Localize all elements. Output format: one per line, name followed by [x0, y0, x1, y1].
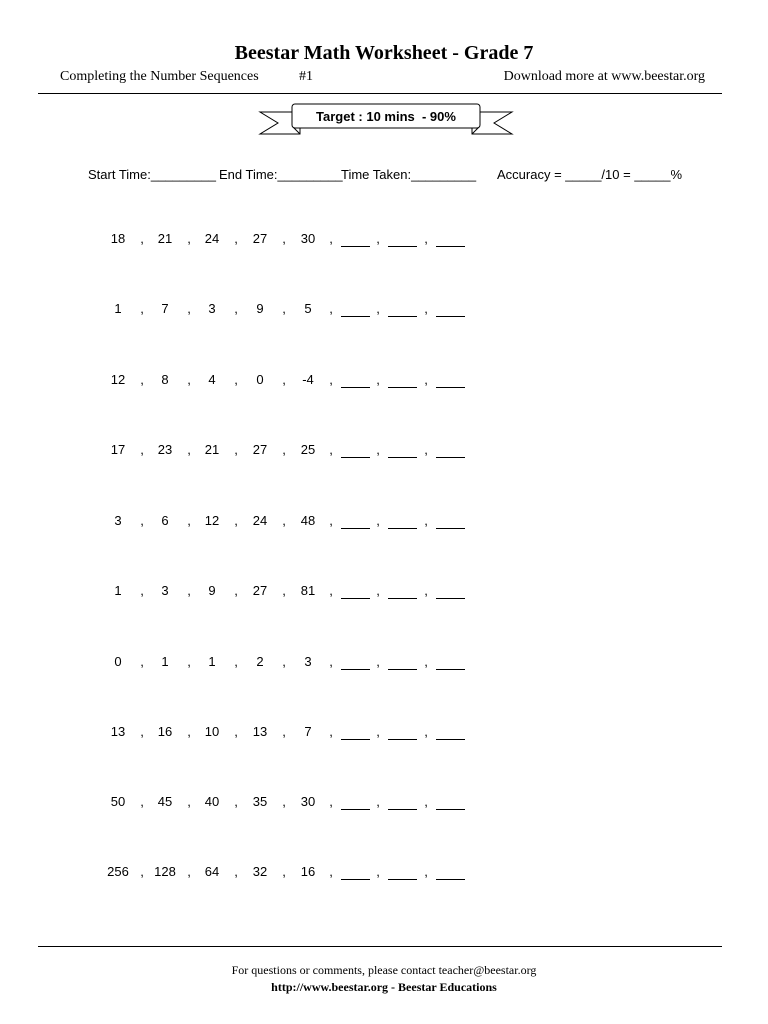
comma-separator: ,	[376, 794, 380, 809]
comma-separator: ,	[376, 231, 380, 246]
sequence-number: 30	[300, 231, 316, 246]
comma-separator: ,	[376, 724, 380, 739]
sequence-number: 2	[256, 654, 264, 669]
comma-separator: ,	[234, 301, 238, 316]
comma-separator: ,	[187, 513, 191, 528]
comma-separator: ,	[376, 301, 380, 316]
sequence-number: 40	[204, 794, 220, 809]
comma-separator: ,	[234, 794, 238, 809]
comma-separator: ,	[376, 372, 380, 387]
comma-separator: ,	[187, 231, 191, 246]
sequence-number: 0	[256, 372, 264, 387]
worksheet-subtitle: Completing the Number Sequences	[60, 69, 259, 84]
sequence-number: 7	[304, 724, 312, 739]
comma-separator: ,	[329, 231, 333, 246]
comma-separator: ,	[424, 724, 428, 739]
answer-blank[interactable]	[388, 528, 417, 529]
comma-separator: ,	[282, 513, 286, 528]
sequence-number: 18	[110, 231, 126, 246]
comma-separator: ,	[376, 513, 380, 528]
comma-separator: ,	[424, 794, 428, 809]
comma-separator: ,	[140, 513, 144, 528]
comma-separator: ,	[282, 794, 286, 809]
comma-separator: ,	[424, 442, 428, 457]
answer-blank[interactable]	[436, 598, 465, 599]
sequence-number: 16	[157, 724, 173, 739]
sequence-row	[0, 724, 768, 748]
comma-separator: ,	[234, 724, 238, 739]
comma-separator: ,	[329, 864, 333, 879]
comma-separator: ,	[234, 654, 238, 669]
comma-separator: ,	[140, 864, 144, 879]
comma-separator: ,	[329, 372, 333, 387]
sequence-row	[0, 654, 768, 678]
sequence-number: 10	[204, 724, 220, 739]
answer-blank[interactable]	[436, 528, 465, 529]
answer-blank[interactable]	[388, 879, 417, 880]
comma-separator: ,	[329, 513, 333, 528]
sequence-number: 12	[204, 513, 220, 528]
answer-blank[interactable]	[436, 246, 465, 247]
sequence-number: 8	[161, 372, 169, 387]
comma-separator: ,	[329, 724, 333, 739]
sequence-number: 1	[114, 301, 122, 316]
end-time-field: End Time:_________	[219, 167, 343, 182]
sequence-number: 64	[204, 864, 220, 879]
answer-blank[interactable]	[388, 669, 417, 670]
comma-separator: ,	[187, 372, 191, 387]
sequence-row	[0, 372, 768, 396]
answer-blank[interactable]	[436, 669, 465, 670]
comma-separator: ,	[187, 864, 191, 879]
sequence-number: 81	[300, 583, 316, 598]
answer-blank[interactable]	[341, 387, 370, 388]
sequence-number: 17	[110, 442, 126, 457]
answer-blank[interactable]	[388, 598, 417, 599]
sequence-number: 6	[161, 513, 169, 528]
start-time-field: Start Time:_________	[88, 167, 216, 182]
answer-blank[interactable]	[388, 457, 417, 458]
comma-separator: ,	[140, 654, 144, 669]
answer-blank[interactable]	[388, 809, 417, 810]
sequence-number: 25	[300, 442, 316, 457]
footer-divider	[38, 946, 722, 947]
worksheet-title: Beestar Math Worksheet - Grade 7	[234, 42, 534, 64]
comma-separator: ,	[376, 654, 380, 669]
comma-separator: ,	[234, 372, 238, 387]
target-banner	[258, 102, 514, 138]
sequence-row	[0, 442, 768, 466]
answer-blank[interactable]	[341, 809, 370, 810]
comma-separator: ,	[140, 372, 144, 387]
comma-separator: ,	[234, 442, 238, 457]
sequence-number: 27	[252, 442, 268, 457]
comma-separator: ,	[187, 654, 191, 669]
answer-blank[interactable]	[341, 246, 370, 247]
comma-separator: ,	[329, 654, 333, 669]
comma-separator: ,	[282, 654, 286, 669]
answer-blank[interactable]	[388, 246, 417, 247]
answer-blank[interactable]	[436, 809, 465, 810]
sequence-row	[0, 794, 768, 818]
comma-separator: ,	[376, 583, 380, 598]
answer-blank[interactable]	[436, 387, 465, 388]
sequence-number: 13	[110, 724, 126, 739]
sequence-row	[0, 864, 768, 888]
answer-blank[interactable]	[341, 528, 370, 529]
sequence-number: 27	[252, 583, 268, 598]
comma-separator: ,	[234, 513, 238, 528]
sequence-number: 16	[300, 864, 316, 879]
answer-blank[interactable]	[436, 879, 465, 880]
sequence-row	[0, 583, 768, 607]
footer-url: http://www.beestar.org - Beestar Educations	[271, 980, 497, 994]
sequence-number: 48	[300, 513, 316, 528]
answer-blank[interactable]	[436, 739, 465, 740]
comma-separator: ,	[187, 583, 191, 598]
comma-separator: ,	[187, 794, 191, 809]
sequence-number: 24	[204, 231, 220, 246]
sheet-number: #1	[299, 69, 313, 84]
sequence-row	[0, 301, 768, 325]
comma-separator: ,	[140, 231, 144, 246]
answer-blank[interactable]	[388, 739, 417, 740]
sequence-number: 32	[252, 864, 268, 879]
sequence-number: 1	[208, 654, 216, 669]
sequence-number: 4	[208, 372, 216, 387]
comma-separator: ,	[140, 724, 144, 739]
sequence-number: 35	[252, 794, 268, 809]
comma-separator: ,	[424, 864, 428, 879]
sequence-number: 45	[157, 794, 173, 809]
sequence-number: 27	[252, 231, 268, 246]
sequence-number: 128	[154, 864, 176, 879]
comma-separator: ,	[140, 583, 144, 598]
answer-blank[interactable]	[436, 316, 465, 317]
comma-separator: ,	[376, 864, 380, 879]
comma-separator: ,	[140, 301, 144, 316]
comma-separator: ,	[424, 231, 428, 246]
comma-separator: ,	[187, 442, 191, 457]
comma-separator: ,	[140, 794, 144, 809]
answer-blank[interactable]	[341, 598, 370, 599]
comma-separator: ,	[424, 513, 428, 528]
accuracy-field: Accuracy = _____/10 = _____%	[497, 167, 683, 182]
sequence-number: 12	[110, 372, 126, 387]
comma-separator: ,	[282, 442, 286, 457]
sequence-row	[0, 231, 768, 255]
sequence-row	[0, 513, 768, 537]
comma-separator: ,	[282, 301, 286, 316]
comma-separator: ,	[234, 231, 238, 246]
sequence-number: 50	[110, 794, 126, 809]
comma-separator: ,	[329, 583, 333, 598]
answer-blank[interactable]	[341, 457, 370, 458]
comma-separator: ,	[424, 301, 428, 316]
comma-separator: ,	[282, 231, 286, 246]
sequence-number: 1	[114, 583, 122, 598]
comma-separator: ,	[187, 301, 191, 316]
sequence-number: 21	[204, 442, 220, 457]
comma-separator: ,	[329, 442, 333, 457]
sequence-number: 5	[304, 301, 312, 316]
header-divider	[38, 93, 722, 94]
sequence-number: 3	[304, 654, 312, 669]
answer-blank[interactable]	[341, 669, 370, 670]
answer-blank[interactable]	[341, 879, 370, 880]
comma-separator: ,	[234, 864, 238, 879]
sequence-number: 3	[114, 513, 122, 528]
time-taken-field: Time Taken:_________	[341, 167, 477, 182]
comma-separator: ,	[424, 583, 428, 598]
comma-separator: ,	[282, 864, 286, 879]
sequence-number: 13	[252, 724, 268, 739]
comma-separator: ,	[376, 442, 380, 457]
sequence-number: 9	[256, 301, 264, 316]
comma-separator: ,	[282, 372, 286, 387]
sequence-number: 3	[208, 301, 216, 316]
comma-separator: ,	[282, 583, 286, 598]
answer-blank[interactable]	[388, 316, 417, 317]
comma-separator: ,	[282, 724, 286, 739]
comma-separator: ,	[234, 583, 238, 598]
comma-separator: ,	[424, 372, 428, 387]
sequence-number: 23	[157, 442, 173, 457]
sequence-number: 9	[208, 583, 216, 598]
download-note: Download more at www.beestar.org	[503, 69, 705, 84]
sequence-number: 0	[114, 654, 122, 669]
comma-separator: ,	[187, 724, 191, 739]
comma-separator: ,	[329, 794, 333, 809]
sequence-number: 30	[300, 794, 316, 809]
comma-separator: ,	[329, 301, 333, 316]
sequence-number: -4	[302, 372, 314, 387]
sequence-number: 7	[161, 301, 169, 316]
answer-blank[interactable]	[436, 457, 465, 458]
answer-blank[interactable]	[341, 316, 370, 317]
comma-separator: ,	[424, 654, 428, 669]
sequence-number: 256	[107, 864, 129, 879]
answer-blank[interactable]	[388, 387, 417, 388]
comma-separator: ,	[140, 442, 144, 457]
sequence-number: 24	[252, 513, 268, 528]
answer-blank[interactable]	[341, 739, 370, 740]
sequence-number: 3	[161, 583, 169, 598]
sequence-number: 1	[161, 654, 169, 669]
target-label: Target : 10 mins - 90%	[316, 109, 456, 124]
sequence-number: 21	[157, 231, 173, 246]
footer-contact: For questions or comments, please contact teacher@beestar.org	[231, 963, 537, 977]
